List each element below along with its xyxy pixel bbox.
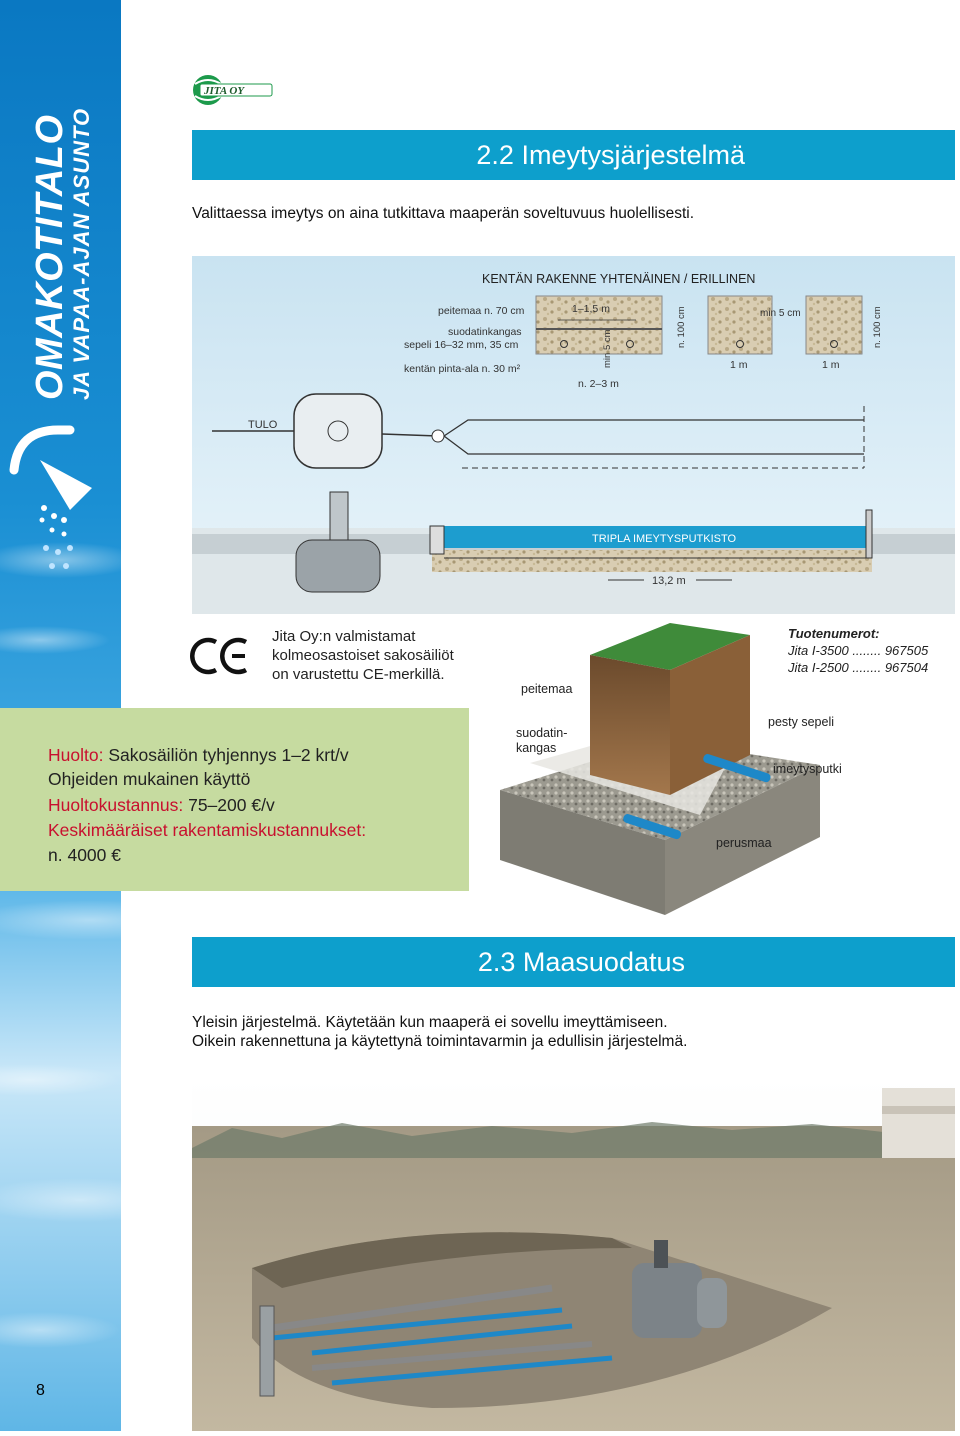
dim-1m-b: 1 m [822,359,840,371]
label-tripla: TRIPLA IMEYTYSPUTKISTO [592,533,737,545]
page-number: 8 [36,1382,45,1399]
sidebar-title-main: OMAKOTITALO [29,114,71,400]
dim-2-3: n. 2–3 m [578,378,619,390]
label-tulo: TULO [248,419,278,431]
kustannus-label: Huoltokustannus: [48,795,184,815]
sidebar-title-sub: JA VAPAA-AJAN ASUNTO [69,107,94,400]
maintenance-info-box [0,708,469,891]
maasuodatus-line-1: Yleisin järjestelmä. Käytetään kun maaperä ei sovellu imeyttämiseen. [192,1014,668,1031]
dim-1-1-5: 1–1,5 m [572,303,610,315]
label-suodatinkangas: suodatinkangas [448,326,522,338]
dim-min5-b: min 5 cm [760,308,801,319]
huolto-label: Huolto: [48,745,104,765]
info-ohjeet: Ohjeiden mukainen käyttö [48,769,251,789]
soil-label-imeytysputki: imeytysputki [773,762,842,776]
soil-label-peitemaa: peitemaa [521,682,573,696]
section-heading-maasuodatus [192,937,955,987]
dim-100-b: n. 100 cm [872,306,883,348]
product-row: Jita I-2500 ........ 967504 [788,660,929,675]
info-rakentamis-value: n. 4000 € [48,845,121,865]
label-sepeli: sepeli 16–32 mm, 35 cm [404,339,519,351]
products-header: Tuotenumerot: [788,626,880,641]
kustannus-value: 75–200 €/v [183,795,275,815]
soil-label-pesty-sepeli: pesty sepeli [768,715,835,729]
soil-label-perusmaa: perusmaa [716,836,772,850]
field-structure-diagram [192,256,955,614]
section2-heading-text: 2.3 Maasuodatus [477,947,685,977]
construction-site-photo [192,1078,955,1431]
diagram-title: KENTÄN RAKENNE YHTENÄINEN / ERILLINEN [482,272,756,286]
soil-label-suodatinkangas: suodatin- kangas [516,726,568,755]
maasuodatus-text [192,1013,687,1051]
section-heading-text: 2.2 Imeytysjärjestelmä [476,140,745,170]
huolto-value: Sakosäiliön tyhjennys 1–2 krt/v [103,745,349,765]
info-rakentamis-label: Keskimääräiset rakentamiskustannukset: [48,820,367,840]
dim-1m-a: 1 m [730,359,748,371]
dim-min5-a: min 5 cm [602,329,613,368]
product-row: Jita I-3500 ........ 967505 [788,643,929,658]
ce-text: Jita Oy:n valmistamat kolmeosastoiset sakosäiliöt on varustettu CE-merkillä. [272,628,454,683]
section-heading-imeytys [192,130,955,180]
product-numbers [788,625,928,676]
ce-mark [190,636,250,676]
company-logo [192,70,292,110]
label-pinta-ala: kentän pinta-ala n. 30 m² [404,363,521,375]
maasuodatus-line-2: Oikein rakennettuna ja käytettynä toimintavarmin ja edullisin järjestelmä. [192,1033,688,1050]
intro-text: Valittaessa imeytys on aina tutkittava maaperän soveltuvuus huolellisesti. [192,205,695,222]
info-kustannus [48,794,275,816]
info-huolto [48,744,349,766]
dim-100-a: n. 100 cm [676,306,687,348]
logo-text: JITA OY [204,85,245,97]
sidebar-title [28,20,118,400]
label-peitemaa: peitemaa n. 70 cm [438,305,525,317]
dim-length: 13,2 m [652,575,686,587]
